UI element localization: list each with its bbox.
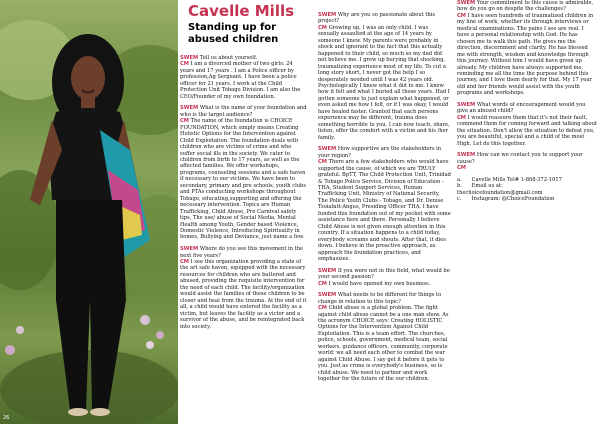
answer-text: I have seen hundreds of traumatized children in my line of work, whether its through interviews or medical examinations. The pains I see are real. I have a personal relationship with God. He has chosen me to walk this path. He gives me the direction, discernment and clarity. He has blessed me with strength, wisdom and knowledge through this journey. Without him I would have given up already. My children have always supported me, reminding me all the time the purpose behind this journey, and I love them dearly for that. My 17 year old and her friends would assist with the youth programs and workshops.: [457, 12, 594, 97]
contact-value[interactable]: Tel# 1-868-372-1017: [507, 176, 562, 183]
interviewer-tag: SWEM: [318, 292, 337, 299]
question: [180, 105, 307, 241]
answer-text: I would reassure them that it's not their fault, commend them for coming forward and talking about the situation. Don't allow the situation to defeat you, you are beautiful, special and a child of the most High. Let do this together.: [457, 114, 597, 147]
answer-text: I see this organization providing a state of the art safe haven, equipped with the necessary resources for children who are battered and abused, providing the requisite intervention for the need of each child. The facility/organization would assist the families of these children to be closer and heal from the trauma. At the end of it all, a child would have entered the facility as a victim, but leaves the facility as a victor and a survivor of the abuse, and be reintegrated back into society.: [180, 258, 307, 330]
question-text: How supportive are the stakeholders in your region?: [318, 146, 442, 159]
interviewee-tag: CM: [318, 305, 327, 312]
interviewee-tag: CM: [318, 280, 327, 287]
question-text: What needs to be different for things to change in relation to this topic?: [318, 292, 442, 305]
text-column-1: [180, 55, 307, 424]
interviewer-tag: SWEM: [180, 55, 199, 61]
question-text: How can we contact you to support your cause?: [457, 152, 583, 165]
interviewer-tag: SWEM: [457, 152, 476, 159]
question-text: Tell us about yourself.: [199, 55, 258, 61]
question: [318, 268, 451, 287]
contact-label: Email us at:: [471, 183, 503, 190]
contact-list: [457, 177, 597, 203]
question-text: Your commitment to this cause is admirable, how do you go on despite the challenges?: [457, 0, 594, 13]
question: [318, 12, 451, 141]
answer-text: I would have opened my own business.: [328, 280, 431, 287]
interviewer-tag: SWEM: [457, 101, 476, 108]
interviewee-tag: CM: [457, 114, 466, 121]
contact-label: Cavelle Mills: [471, 176, 506, 183]
question-text: Why are you so passionate about this project?: [318, 12, 436, 25]
interviewee-tag: CM: [318, 24, 327, 31]
contact-item: a. Cavelle Mills Tel# 1-868-372-1017: [457, 176, 562, 183]
interviewee-tag: CM: [318, 159, 327, 166]
question-text: What words of encouragement would you give an abused child?: [457, 101, 586, 115]
article-title-block: [188, 2, 313, 46]
interviewee-tag: CM: [180, 258, 189, 265]
contact-item: c. Instagram: @ChoiceFoundation: [457, 196, 555, 203]
question: [318, 292, 451, 382]
portrait-illustration: [0, 0, 178, 424]
answer-text: The name of the foundation is CHOICE FOUNDATION, which simply means Creating Holistic Options for the Intervention against Child Exploitation. The foundation deals with children who are victims of crime and who suffer social ills in the society. We cater to children from birth to 17 years, as well as the affected families. We offer workshops, programs, counseling sessions and a safe haven if necessary to our victims. We have been to secondary, primary and pre schools, youth clubs and PTAs conducting workshops throughout Tobago, educating,supporting and offering the necessary intervention. Topics are Human Trafficking, Child Abuse, Pre Carnival safety tips, The use/ abuse of Social Media, Mental Health among Youth, Gender based Violence, Domestic Violence, Introducing Spirituality in homes, Bullying and Deviance, just name a few.: [180, 118, 306, 241]
answer-text: Growing up, I was an only child. I was sexually assaulted at the age of 14 years by someone I knew. My parents were probably in shock and ignorant to the fact that this actually happened to their child, so much so my dad did not believe me. I grew up burying that shocking, traumatizing experience most of my life. To cut a long story short, I never got the help I so desperately needed until I was 42 years old. Psychologically I knew what it did to me. I knew how it felt and what I buried all those years. Had I gotten someone to just explain what happened, or even asked me how I felt, or if I was okay, I would have healed faster. Granted that each persons experience may be different, trauma does something horrible to you. I can now teach, share, listen, offer the comfort with a victim and his /her family.: [318, 24, 450, 141]
question: [457, 0, 597, 97]
interviewer-tag: SWEM: [180, 105, 199, 112]
question: [457, 152, 597, 171]
text-column-2: [318, 12, 451, 424]
interviewer-tag: SWEM: [318, 12, 337, 18]
interviewee-tag: CM: [457, 165, 466, 172]
question-text: Where do you see this movement in the next five years?: [180, 246, 304, 259]
question: [180, 246, 307, 330]
interviewer-tag: SWEM: [457, 0, 476, 6]
contact-item: b. Email us at: thechoicefoundation@gmail.com: [457, 183, 543, 196]
portrait-photo: [0, 0, 178, 424]
contact-value[interactable]: thechoicefoundation@gmail.com: [457, 189, 543, 196]
interviewer-tag: SWEM: [318, 267, 337, 274]
question: [180, 55, 307, 100]
question: [318, 146, 451, 262]
article-name: Cavelle Mills: [188, 2, 295, 20]
answer-text: There are a few stakeholders who would have supported the cause, of which we are TRULY grateful. BpTT, The Child Protection Unit, Trinidad & Tobago Police Service, Division of Education - THA, Student Support Services, Human Trafficking Unit, Ministry of National Security, The Police Youth Clubs - Tobago, and Dr. Denise Tsoiafatt-Angus, Presiding Officer THA. I have funded this foundation out of my pocket with some assistance here and there. Personally I believe Child Abuse is not given enough attention in this country. If a situation happens to a child today, everybody screams and shouts. After that, it dies down. I believe in the proactive approach, as approach the foundation practices, and emphasizes.: [318, 159, 451, 262]
text-column-3: [457, 0, 597, 424]
question-text: If you were not in this field, what would be your second passion?: [318, 267, 450, 281]
interviewee-tag: CM: [180, 118, 189, 125]
article-subtitle: Standing up for abused children: [188, 22, 279, 45]
interviewee-tag: CM: [457, 12, 466, 19]
answer-text: Child abuse is a global problem. The fight against child abuse cannot be a one man show. As the acronym CHOICE says: Creating HOLISTIC Options for the Intervention Against Child Exploitation. This is a team effort. The churches, police, schools, government, medical team, social workers, guidance officers, community, corporate world: we all need each other to combat the war against Child Abuse. I say get it before it gets to you. Just as crime is everybody's business, so is child abuse. We need to partner and work together for the future of the our children.: [318, 305, 449, 383]
interviewer-tag: SWEM: [180, 246, 199, 253]
question-text: What is the name of your foundation and who is the target audience?: [180, 105, 307, 118]
page-number: 26: [3, 415, 10, 421]
interviewer-tag: SWEM: [318, 146, 337, 153]
question: [457, 102, 597, 147]
answer-text: I am a divorced mother of two girls: 24 years and 17 years . I am a Police officer by profession,Ag Sergeant. I have been a police officer for 21 years. I work at the Child Protection Unit Tobago Division. I am also the CEO/Founder of my own foundation.: [180, 61, 301, 100]
contact-label: Instagram:: [471, 196, 501, 203]
contact-value[interactable]: @ChoiceFoundation: [501, 196, 555, 203]
interviewee-tag: CM: [180, 61, 189, 68]
